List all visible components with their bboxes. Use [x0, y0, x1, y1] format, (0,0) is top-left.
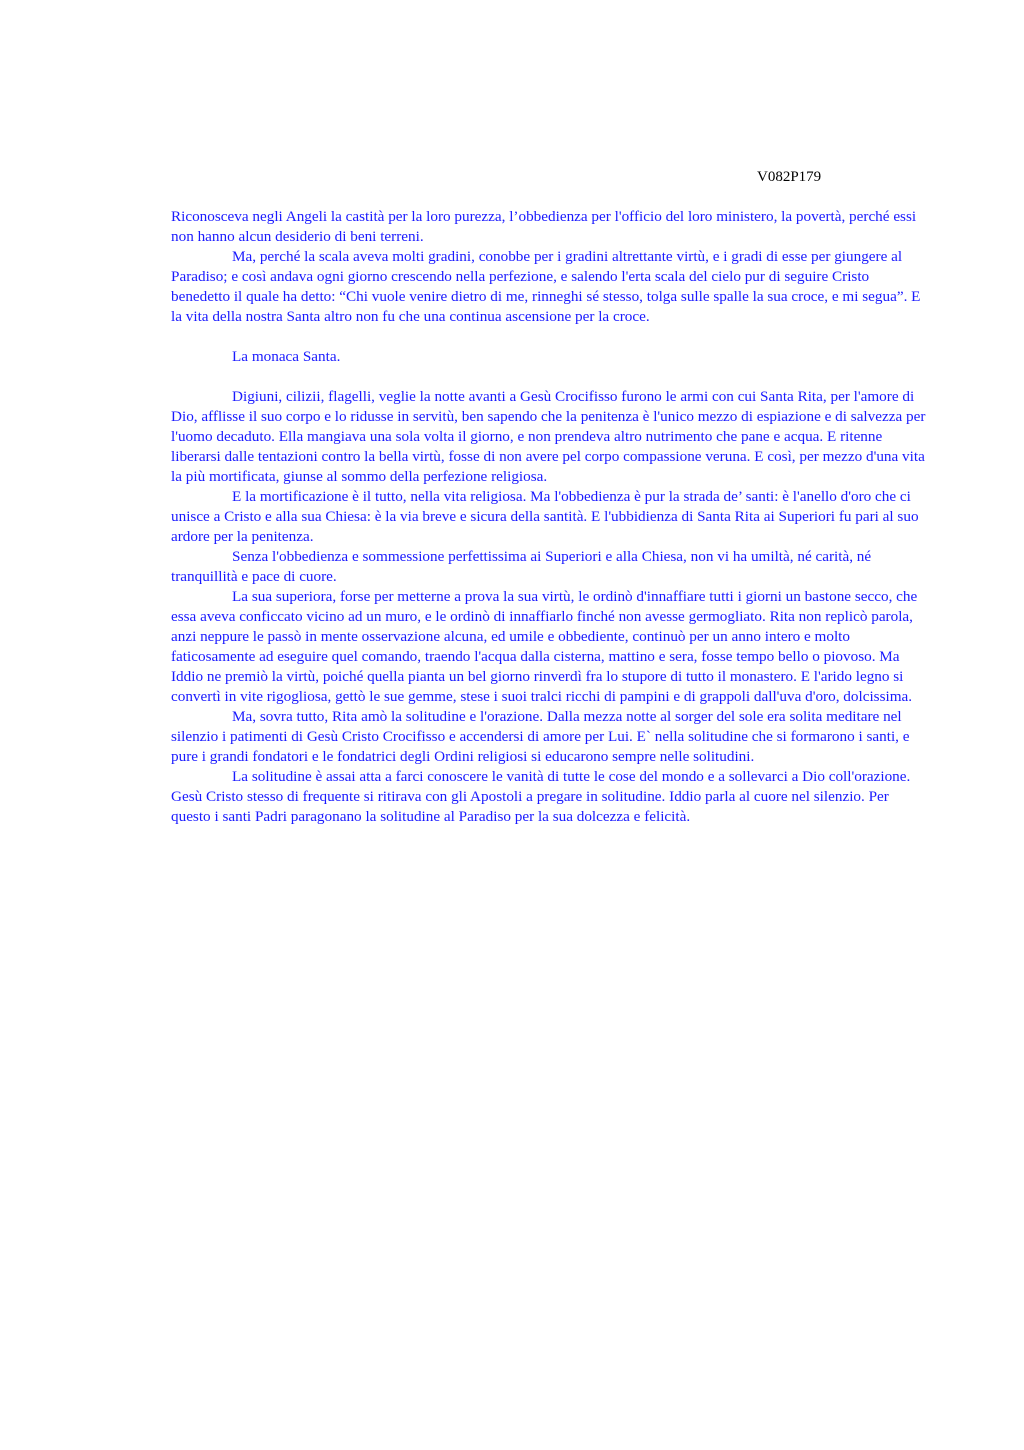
paragraph: Senza l'obbedienza e sommessione perfettissima ai Superiori e alla Chiesa, non vi ha umiltà, né carità, né tranquillità e pace di cuore.	[171, 548, 872, 585]
document-body	[171, 207, 931, 827]
paragraph: La solitudine è assai atta a farci conoscere le vanità di tutte le cose del mondo e a sollevarci a Dio coll'orazione. Gesù Cristo stesso di frequente si ritirava con gli Apostoli a pregare in solitudine. Iddio parla al cuore nel silenzio. Per questo i santi Padri paragonano la solitudine al Paradiso per la sua dolcezza e felicità.	[171, 768, 911, 825]
paragraph: E la mortificazione è il tutto, nella vita religiosa. Ma l'obbedienza è pur la strada de’ santi: è l'anello d'oro che ci unisce a Cristo e alla sua Chiesa: è la via breve e sicura della santità. E l'ubbidienza di Santa Rita ai Superiori fu pari al suo ardore per la penitenza.	[171, 488, 919, 545]
paragraph: Riconosceva negli Angeli la castità per la loro purezza, l’obbedienza per l'officio del loro ministero, la povertà, perché essi non hanno alcun desiderio di beni terreni.	[171, 208, 917, 245]
paragraph: Ma, perché la scala aveva molti gradini, conobbe per i gradini altrettante virtù, e i gradi di esse per giungere al Paradiso; e così andava ogni giorno crescendo nella perfezione, e salendo l'erta scala del cielo pur di seguire Cristo benedetto il quale ha detto: “Chi vuole venire dietro di me, rinneghi sé stesso, tolga sulle spalle la sua croce, e mi segua”. E la vita della nostra Santa altro non fu che una continua ascensione per la croce.	[171, 248, 921, 325]
paragraph: Ma, sovra tutto, Rita amò la solitudine e l'orazione. Dalla mezza notte al sorger del sole era solita meditare nel silenzio i patimenti di Gesù Cristo Crocifisso e accendersi di amore per Lui. E` nella solitudine che si formarono i santi, e pure i grandi fondatori e le fondatrici degli Ordini religiosi si educarono sempre nelle solitudini.	[171, 708, 910, 765]
page-identifier: V082P179	[757, 169, 822, 185]
section-heading: La monaca Santa.	[232, 348, 341, 365]
spacer	[171, 327, 931, 347]
paragraph: La sua superiora, forse per metterne a prova la sua virtù, le ordinò d'innaffiare tutti i giorni un bastone secco, che essa aveva conficcato vicino ad un muro, e le ordinò di innaffiarlo finché non avesse germogliato. Rita non replicò parola, anzi neppure le passò in mente osservazione alcuna, ed umile e obbediente, continuò per un anno intero e molto faticosamente ad eseguire quel comando, traendo l'acqua dalla cisterna, mattino e sera, fosse tempo bello o piovoso. Ma Iddio ne premiò la virtù, poiché quella pianta un bel giorno rinverdì fra lo stupore di tutto il monastero. E l'arido legno si convertì in vite rigogliosa, gettò le sue gemme, stese i suoi tralci ricchi di pampini e di grappoli dall'uva d'oro, dolcissima.	[171, 588, 918, 705]
spacer	[171, 367, 931, 387]
paragraph: Digiuni, cilizii, flagelli, veglie la notte avanti a Gesù Crocifisso furono le armi con cui Santa Rita, per l'amore di Dio, afflisse il suo corpo e lo ridusse in servitù, ben sapendo che la penitenza è l'unico mezzo di espiazione e di salvezza per l'uomo decaduto. Ella mangiava una sola volta il giorno, e non prendeva altro nutrimento che pane e acqua. E ritenne liberarsi dalle tentazioni contro la bella virtù, fosse di non avere pel corpo compassione veruna. E così, per mezzo d'una vita la più mortificata, giunse al sommo della perfezione religiosa.	[171, 388, 926, 485]
